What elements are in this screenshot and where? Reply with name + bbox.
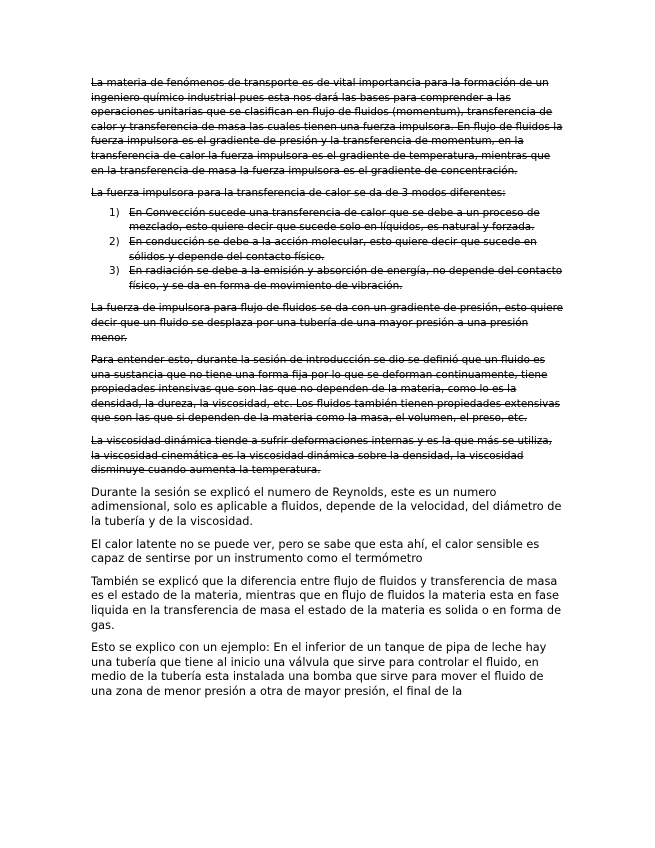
fluid-flow-paragraph: La fuerza de impulsora para flujo de fluidos se da con un gradiente de presión, esto quiere decir que un fluido se desplaza por una tubería de una mayor presión a una presión menor. <box>91 302 564 344</box>
reynolds-paragraph: Durante la sesión se explicó el numero de Reynolds, este es un numero adimensional, solo es aplicable a fluidos, depende de la velocidad, del diámetro de la tubería y de la viscosidad. <box>91 485 562 529</box>
document-page <box>91 76 563 708</box>
list-number: 2) <box>109 235 120 248</box>
viscosity-paragraph: La viscosidad dinámica tiende a sufrir deformaciones internas y es la que más se utiliza, la viscosidad cinemática es la viscosidad dinámica sobre la densidad, la viscosidad disminuye cuando aumenta la temperatura. <box>91 435 552 477</box>
heat-modes-intro: La fuerza impulsora para la transferencia de calor se da de 3 modos diferentes: <box>91 187 506 200</box>
latent-heat-paragraph: El calor latente no se puede ver, pero se sabe que esta ahí, el calor sensible es capaz de sentirse por un instrumento como el termómetro <box>91 537 540 566</box>
mass-transfer-paragraph: También se explicó que la diferencia entre flujo de fluidos y transferencia de masa es el estado de la materia, mientras que en flujo de fluidos la materia esta en fase liquida en la transferencia de masa el estado de la materia es solida o en forma de gas. <box>91 574 562 632</box>
list-item-text: En radiación se debe a la emisión y absorción de energía, no depende del contacto físico, y se da en forma de movimiento de vibración. <box>129 265 563 292</box>
example-paragraph: Esto se explico con un ejemplo: En el inferior de un tanque de pipa de leche hay una tubería que tiene al inicio una válvula que sirve para controlar el fluido, en medio de la tubería esta instalada una bomba que sirve para mover el fluido de una zona de menor presión a otra de mayor presión, el final de la <box>91 641 547 698</box>
list-number: 3) <box>109 265 120 278</box>
fluid-definition-paragraph: Para entender esto, durante la sesión de introducción se dio se definió que un fluido es una sustancia que no tiene una forma fija por lo que se deforman continuamente, tiene propiedades intensivas que son las que no dependen de la materia, como lo es la densidad, la dureza, la viscosidad, etc. Los fluidos también tienen propiedades extensivas que son las que si dependen de la materia como la masa, el volumen, el preso, etc. <box>91 354 561 425</box>
heat-modes-list <box>91 206 563 294</box>
list-item-text: En conducción se debe a la acción molecular, esto quiere decir que sucede en sólidos y depende del contacto físico. <box>129 235 537 263</box>
list-item <box>91 206 563 235</box>
list-item <box>91 235 563 264</box>
list-item <box>91 264 563 293</box>
list-number: 1) <box>109 206 120 219</box>
list-item-text: En Convección sucede una transferencia de calor que se debe a un proceso de mezclado, esto quiere decir que sucede solo en líquidos, es natural y forzada. <box>129 206 540 234</box>
intro-paragraph: La materia de fenómenos de transporte es de vital importancia para la formación de un ingeniero químico industrial pues esta nos dará las bases para comprender a las operaciones unitarias que se clasifican en flujo de fluidos (momentum), transferencia de calor y transferencia de masa las cuales tienen una fuerza impulsora. En flujo de fluidos la fuerza impulsora es el gradiente de presión y la transferencia de momentum, en la transferencia de calor la fuerza impulsora es el gradiente de temperatura, mientras que en la transferencia de masa la fuerza impulsora es el gradiente de concentración. <box>91 77 563 177</box>
